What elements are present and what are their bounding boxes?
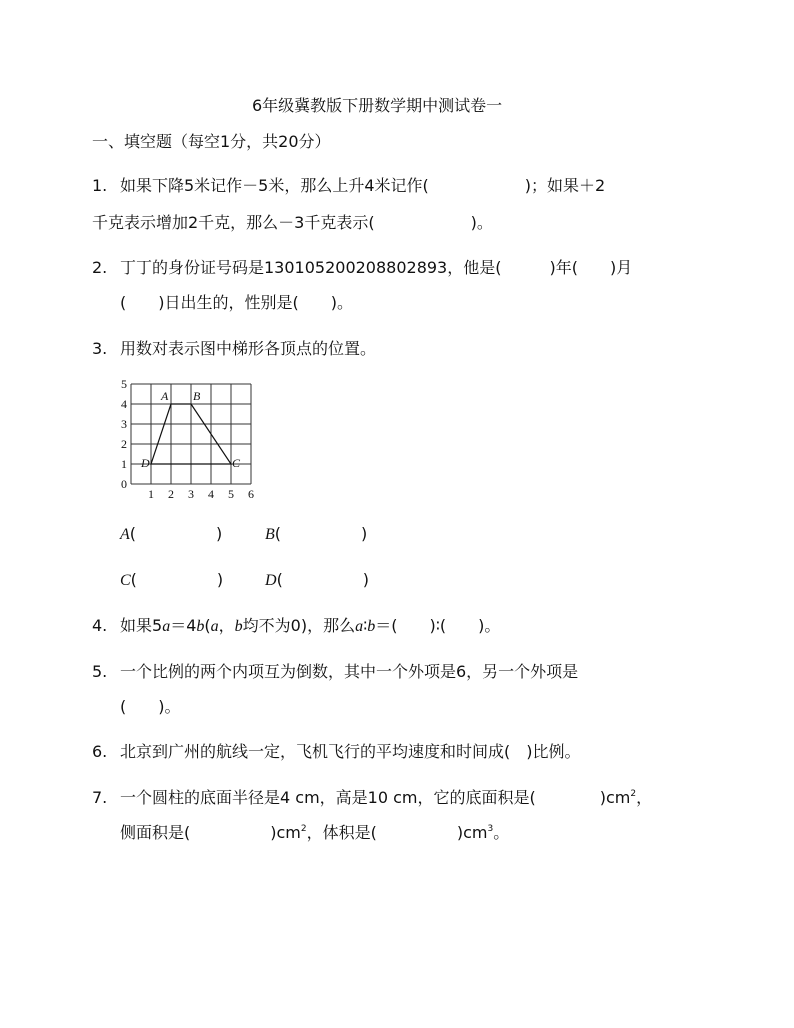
y-tick-label: 1 bbox=[121, 457, 127, 471]
q3-answer-c bbox=[120, 570, 223, 591]
q4-var-b3: b bbox=[367, 618, 376, 635]
q7-line2 bbox=[120, 823, 509, 843]
q3-answer-d-label: D bbox=[265, 572, 277, 589]
q7-line2a: 侧面积是( )cm bbox=[120, 823, 301, 842]
q3-answer-b-blank: ( ) bbox=[274, 524, 368, 543]
q7-line1-text: 一个圆柱的底面半径是4 cm，高是10 cm，它的底面积是( )cm bbox=[120, 788, 631, 807]
x-tick-label: 3 bbox=[188, 487, 194, 500]
q2-number: 2. bbox=[92, 258, 108, 277]
q5-line1: 一个比例的两个内项互为倒数，其中一个外项是6，另一个外项是 bbox=[120, 662, 579, 681]
q1-number: 1. bbox=[92, 176, 108, 195]
q7-line1 bbox=[120, 788, 652, 808]
q4-line bbox=[120, 616, 500, 637]
q3-text: 用数对表示图中梯形各顶点的位置。 bbox=[120, 339, 377, 358]
vertex-label-a: A bbox=[161, 389, 169, 403]
q3-answer-d-blank: ( ) bbox=[276, 570, 370, 589]
q2-line2: ( )日出生的，性别是( )。 bbox=[120, 293, 353, 312]
q5-number: 5. bbox=[92, 662, 108, 681]
q7-sup3: 3 bbox=[487, 824, 494, 834]
q4-mid: ＝4 bbox=[170, 616, 197, 635]
q3-answer-c-blank: ( ) bbox=[130, 570, 224, 589]
q4-var-a2: a bbox=[210, 618, 219, 635]
q5-line2: ( )。 bbox=[120, 697, 181, 716]
q3-answer-a bbox=[120, 524, 222, 545]
page-title: 6年级冀教版下册数学期中测试卷一 bbox=[252, 96, 503, 115]
q4-comma: ， bbox=[218, 616, 235, 635]
y-tick-label: 3 bbox=[121, 417, 127, 431]
q7-number: 7. bbox=[92, 788, 108, 807]
q4-rest1: 均不为0)，那么 bbox=[242, 616, 356, 635]
q3-answer-b-label: B bbox=[265, 526, 275, 543]
y-tick-label: 2 bbox=[121, 437, 127, 451]
q1-line1: 如果下降5米记作－5米，那么上升4米记作( )；如果＋2 bbox=[120, 176, 606, 195]
x-tick-label: 4 bbox=[208, 487, 214, 500]
q4-number: 4. bbox=[92, 616, 108, 635]
x-tick-label: 2 bbox=[168, 487, 174, 500]
q4-colon: ∶ bbox=[363, 616, 368, 635]
x-tick-label: 5 bbox=[228, 487, 234, 500]
x-tick-label: 1 bbox=[148, 487, 154, 500]
q4-pre: 如果5 bbox=[120, 616, 163, 635]
coordinate-grid bbox=[116, 380, 256, 500]
q4-var-a3: a bbox=[355, 618, 364, 635]
q3-answer-b bbox=[265, 524, 367, 545]
q7-sup2: 2 bbox=[300, 824, 307, 834]
y-tick-label: 4 bbox=[121, 397, 127, 411]
q4-var-b2: b bbox=[234, 618, 243, 635]
q3-answer-a-blank: ( ) bbox=[129, 524, 223, 543]
q4-var-b: b bbox=[196, 618, 205, 635]
q7-sup1: 2 bbox=[630, 789, 637, 799]
vertex-label-c: C bbox=[232, 456, 241, 470]
q3-answer-d bbox=[265, 570, 369, 591]
q4-var-a: a bbox=[162, 618, 171, 635]
q1-line2: 千克表示增加2千克，那么－3千克表示( )。 bbox=[92, 213, 493, 232]
q2-line1: 丁丁的身份证号码是130105200208802893，他是( )年( )月 bbox=[120, 258, 633, 277]
q6-line1: 北京到广州的航线一定，飞机飞行的平均速度和时间成( )比例。 bbox=[120, 742, 581, 761]
y-tick-label: 0 bbox=[121, 477, 127, 491]
x-tick-label: 6 bbox=[248, 487, 254, 500]
q4-rest2: ＝( )∶( )。 bbox=[375, 616, 501, 635]
q3-answer-c-label: C bbox=[120, 572, 131, 589]
section-heading: 一、填空题（每空1分，共20分） bbox=[92, 132, 331, 151]
y-tick-label: 5 bbox=[121, 380, 127, 391]
vertex-label-d: D bbox=[141, 456, 150, 470]
q7-line2c: 。 bbox=[493, 823, 510, 842]
q3-number: 3. bbox=[92, 339, 108, 358]
q7-line2b: ，体积是( )cm bbox=[306, 823, 488, 842]
vertex-label-b: B bbox=[193, 389, 201, 403]
q4-paren: ( bbox=[204, 616, 211, 635]
q7-line1-end: ， bbox=[636, 788, 653, 807]
q6-number: 6. bbox=[92, 742, 108, 761]
q3-answer-a-label: A bbox=[120, 526, 130, 543]
